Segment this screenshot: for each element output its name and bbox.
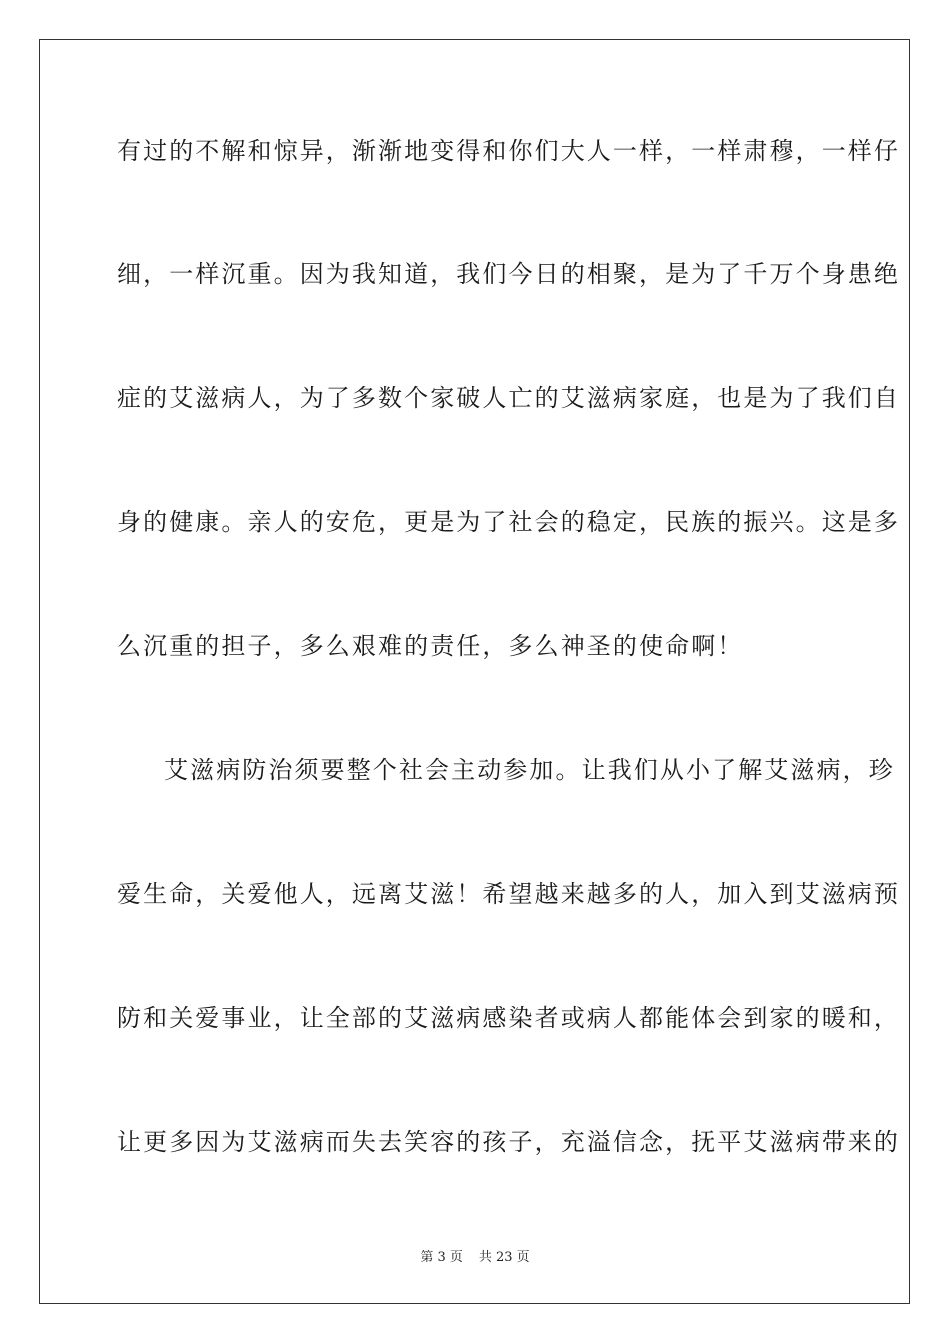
body-text-line: 让更多因为艾滋病而失去笑容的孩子，充溢信念，抚平艾滋病带来的 <box>117 1128 900 1156</box>
body-text-line: 么沉重的担子，多么艰难的责任，多么神圣的使命啊！ <box>117 632 744 660</box>
page-border <box>39 39 910 1304</box>
paragraph-first-line: 艾滋病防治须要整个社会主动参加。让我们从小了解艾滋病，珍 <box>164 756 895 784</box>
page-total: 共 23 页 <box>478 1250 530 1265</box>
body-text-line: 细，一样沉重。因为我知道，我们今日的相聚，是为了千万个身患绝 <box>117 260 900 288</box>
body-text-line: 症的艾滋病人，为了多数个家破人亡的艾滋病家庭，也是为了我们自 <box>117 384 900 412</box>
body-text-line: 有过的不解和惊异，渐渐地变得和你们大人一样，一样肃穆，一样仔 <box>117 137 900 165</box>
body-text-line: 身的健康。亲人的安危，更是为了社会的稳定，民族的振兴。这是多 <box>117 508 900 536</box>
body-text-line: 防和关爱事业，让全部的艾滋病感染者或病人都能体会到家的暖和， <box>117 1004 900 1032</box>
body-text-line: 爱生命，关爱他人，远离艾滋！希望越来越多的人，加入到艾滋病预 <box>117 880 900 908</box>
page-footer <box>0 1250 950 1266</box>
page-number: 第 3 页 <box>420 1250 463 1265</box>
